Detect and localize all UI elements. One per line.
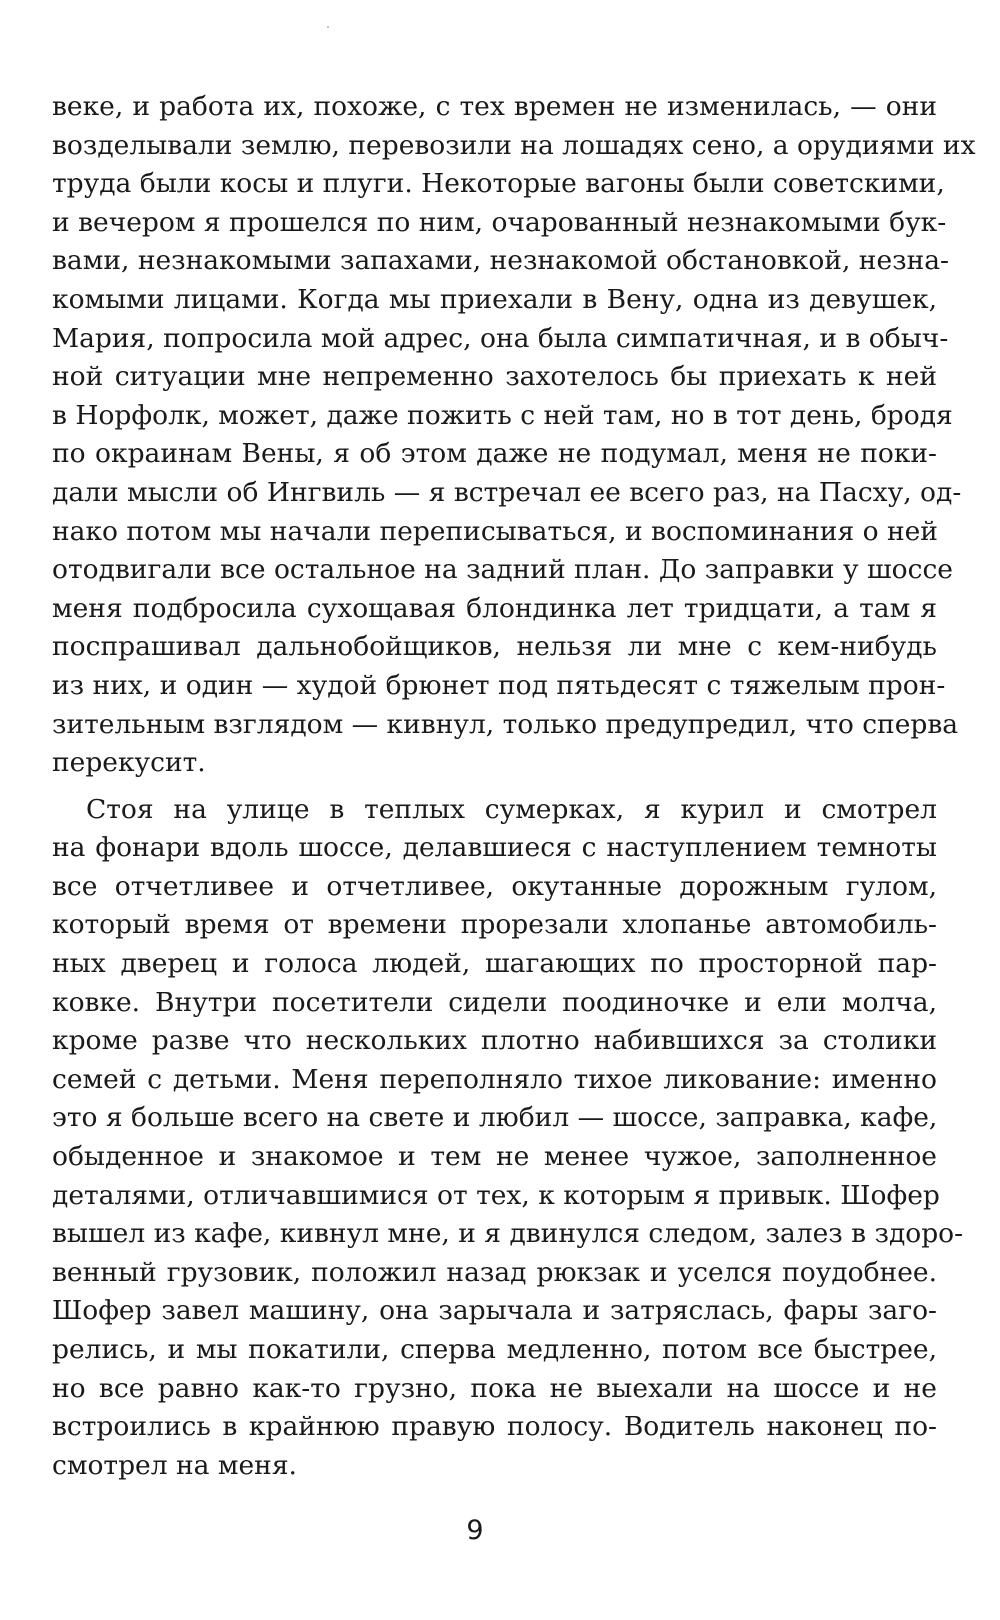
text-line: отодвигали все остальное на задний план. До заправки у шоссе [52, 554, 953, 586]
text-line: зительным взглядом — кивнул, только предупредил, что сперва [52, 708, 959, 740]
text-line: семей с детьми. Меня переполняло тихое ликование: именно [52, 1063, 937, 1095]
text-line: все отчетливее и отчетливее, окутанные дорожным гулом, [52, 870, 937, 902]
text-line: смотрел на меня. [52, 1449, 297, 1481]
paragraph-break [52, 783, 937, 791]
text-line: деталями, отличавшимися от тех, к которым я привык. Шофер [52, 1179, 940, 1211]
text-line: вами, незнакомыми запахами, незнакомой обстановкой, незна- [52, 245, 950, 277]
text-line: Стоя на улице в теплых сумерках, я курил и смотрел [86, 793, 937, 825]
text-line: ных дверец и голоса людей, шагающих по просторной пар- [52, 948, 937, 980]
text-line: кроме разве что нескольких плотно набившихся за столики [52, 1025, 937, 1057]
text-line: вышел из кафе, кивнул мне, и я двинулся следом, залез в здоро- [52, 1218, 964, 1250]
text-line: комыми лицами. Когда мы приехали в Вену, одна из девушек, [52, 283, 937, 315]
text-line: это я больше всего на свете и любил — шоссе, заправка, кафе, [52, 1102, 938, 1134]
text-line: Мария, попросила мой адрес, она была симпатичная, и в обыч- [52, 322, 949, 354]
text-line: перекусит. [52, 747, 206, 779]
text-line: в Норфолк, может, даже пожить с ней там, но в тот день, бродя [52, 399, 953, 431]
text-line: венный грузовик, положил назад рюкзак и уселся поудобнее. [52, 1256, 937, 1288]
text-line: Шофер завел машину, она зарычала и затряслась, фары заго- [52, 1295, 937, 1327]
text-line: релись, и мы покатили, сперва медленно, потом все быстрее, [52, 1334, 937, 1365]
text-line: поспрашивал дальнобойщиков, нельзя ли мне с кем-нибудь [52, 631, 937, 663]
text-line: который время от времени прорезали хлопанье автомобиль- [52, 909, 937, 941]
text-line: на фонари вдоль шоссе, делавшиеся с наступлением темноты [52, 832, 937, 864]
text-line: возделывали землю, перевозили на лошадях сено, а орудиями их [52, 129, 976, 161]
body-text [52, 88, 976, 1485]
text-line: веке, и работа их, похоже, с тех времен не изменилась, — они [52, 91, 937, 122]
text-line: и вечером я прошелся по ним, очарованный незнакомыми бук- [52, 206, 947, 238]
text-line: ковке. Внутри посетители сидели поодиночке и ели молча, [52, 986, 937, 1018]
text-line: встроились в крайнюю правую полосу. Водитель наконец по- [52, 1411, 937, 1443]
page-number: 9 [466, 1515, 484, 1546]
text-line: по окраинам Вены, я об этом даже не подумал, меня не поки- [52, 438, 937, 470]
text-line: из них, и один — худой брюнет под пятьдесят с тяжелым прон- [52, 669, 946, 701]
text-line: дали мысли об Ингвиль — я встречал ее всего раз, на Пасху, од- [52, 476, 962, 508]
text-line: обыденное и знакомое и тем не менее чужое, заполненное [52, 1141, 937, 1173]
text-line: нако потом мы начали переписываться, и воспоминания о ней [52, 515, 938, 547]
text-line: меня подбросила сухощавая блондинка лет тридцати, а там я [52, 592, 937, 624]
print-speck [327, 26, 329, 28]
text-line: труда были косы и плуги. Некоторые вагоны были советскими, [52, 168, 945, 200]
text-line: ной ситуации мне непременно захотелось бы приехать к ней [52, 361, 937, 393]
text-line: но все равно как-то грузно, пока не выехали на шоссе и не [52, 1372, 937, 1404]
